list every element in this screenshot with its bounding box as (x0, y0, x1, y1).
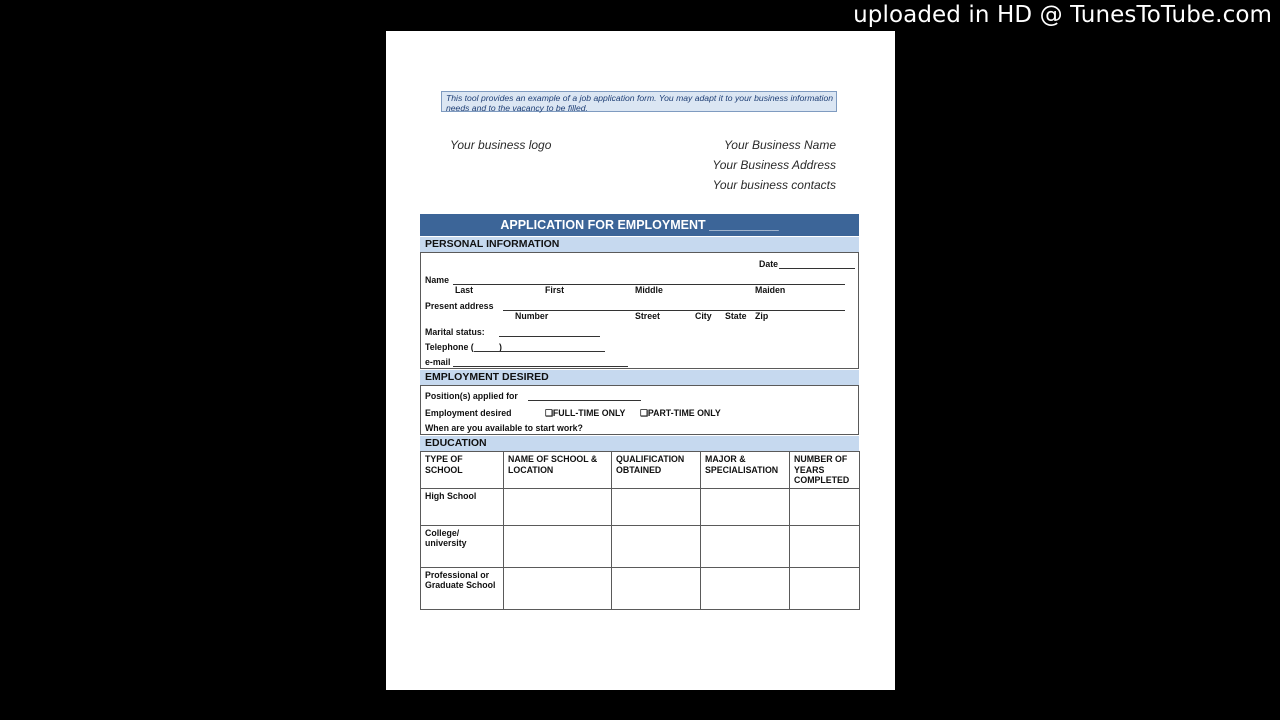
present-address-label: Present address (425, 301, 494, 311)
table-row (421, 488, 860, 525)
table-cell[interactable] (701, 567, 790, 609)
name-last-label: Last (455, 285, 474, 295)
column-header: NAME OF SCHOOL & LOCATION (504, 452, 612, 489)
column-header: NUMBER OF YEARS COMPLETED (790, 452, 860, 489)
notice-box: This tool provides an example of a job application form. You may adapt it to your business information needs and to the vacancy to be filled. (441, 91, 837, 112)
form-title: APPLICATION FOR EMPLOYMENT __________ (420, 214, 859, 236)
email-field[interactable] (453, 366, 628, 367)
business-logo-placeholder: Your business logo (450, 138, 552, 152)
name-label: Name (425, 275, 449, 285)
start-availability-label: When are you available to start work? (425, 423, 583, 433)
table-cell[interactable] (504, 567, 612, 609)
employment-desired-label: Employment desired (425, 408, 512, 418)
table-row (421, 567, 860, 609)
education-table (420, 451, 860, 610)
date-field[interactable] (779, 268, 855, 269)
document-page (386, 31, 895, 690)
address-number-label: Number (515, 311, 549, 321)
table-cell[interactable] (504, 488, 612, 525)
telephone-field[interactable] (474, 351, 605, 352)
marital-status-field[interactable] (499, 336, 600, 337)
application-form (420, 214, 859, 610)
email-label: e-mail (425, 357, 451, 367)
full-time-checkbox[interactable]: ❑FULL-TIME ONLY (545, 408, 626, 418)
table-cell[interactable] (790, 525, 860, 567)
business-address: Your Business Address (712, 158, 836, 172)
section-education: EDUCATION (420, 436, 859, 451)
table-cell[interactable] (790, 488, 860, 525)
position-applied-label: Position(s) applied for (425, 391, 518, 401)
marital-status-label: Marital status: (425, 327, 485, 337)
address-city-label: City (695, 311, 712, 321)
address-street-label: Street (635, 311, 660, 321)
employment-desired-box (420, 385, 859, 435)
watermark-text: uploaded in HD @ TunesToTube.com (853, 2, 1272, 28)
table-cell[interactable] (790, 567, 860, 609)
column-header: MAJOR & SPECIALISATION (701, 452, 790, 489)
date-label: Date (759, 259, 779, 269)
table-cell[interactable] (612, 488, 701, 525)
table-cell[interactable] (612, 567, 701, 609)
address-zip-label: Zip (755, 311, 769, 321)
name-first-label: First (545, 285, 565, 295)
part-time-checkbox[interactable]: ❑PART-TIME ONLY (640, 408, 721, 418)
table-cell[interactable] (504, 525, 612, 567)
telephone-label: Telephone ( (425, 342, 474, 352)
school-type-cell: High School (421, 488, 504, 525)
table-cell[interactable] (701, 488, 790, 525)
section-personal-information: PERSONAL INFORMATION (420, 237, 859, 252)
education-header-row (421, 452, 860, 489)
position-applied-field[interactable] (528, 400, 641, 401)
school-type-cell: College/ university (421, 525, 504, 567)
business-name: Your Business Name (723, 138, 836, 152)
table-cell[interactable] (612, 525, 701, 567)
column-header: QUALIFICATION OBTAINED (612, 452, 701, 489)
table-cell[interactable] (701, 525, 790, 567)
present-address-field[interactable] (503, 310, 845, 311)
name-middle-label: Middle (635, 285, 663, 295)
name-maiden-label: Maiden (755, 285, 786, 295)
column-header: TYPE OF SCHOOL (421, 452, 504, 489)
address-state-label: State (725, 311, 747, 321)
telephone-paren: ) (499, 342, 502, 352)
personal-information-box (420, 252, 859, 369)
section-employment-desired: EMPLOYMENT DESIRED (420, 370, 859, 385)
table-row (421, 525, 860, 567)
business-contacts: Your business contacts (712, 178, 836, 192)
school-type-cell: Professional or Graduate School (421, 567, 504, 609)
